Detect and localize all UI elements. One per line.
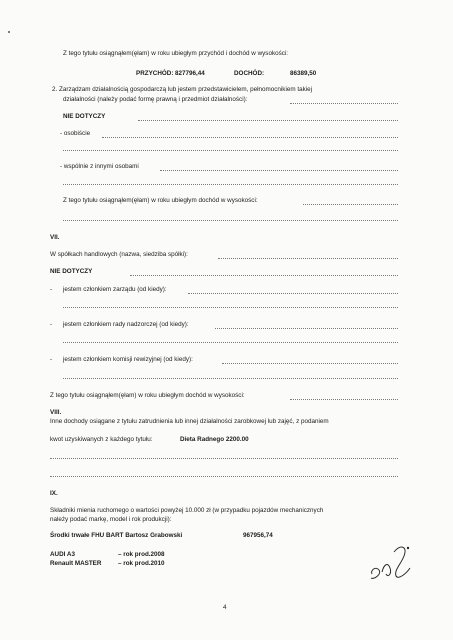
fill-line (130, 275, 398, 276)
fill-line (138, 120, 398, 121)
page-number: 4 (223, 604, 227, 611)
handwritten-signature (368, 540, 416, 586)
vii-dochod-line: Z tego tytułu osiągnąłem(ęłam) w roku ubiegłym dochód w wysokości: (50, 392, 245, 399)
ix-srodki-label: Środki trwałe FHU BART Bartosz Grabowski (50, 532, 183, 539)
ix-vehicle-year: – rok prod.2008 (118, 551, 165, 558)
fill-line (63, 307, 398, 308)
fill-line (63, 342, 398, 343)
dochod-value: 86389,50 (290, 70, 317, 77)
fill-line (63, 378, 398, 379)
vii-nie-dotyczy: NIE DOTYCZY (50, 268, 93, 275)
vii-rada: jestem członkiem rady nadzorczej (od kiedy): (63, 321, 189, 328)
fill-line (215, 328, 398, 329)
vii-intro: W spółkach handlowych (nazwa, siedziba spółki): (50, 251, 188, 258)
viii-heading: VIII. (50, 409, 62, 416)
fill-line (50, 458, 398, 459)
vi-item2-line2: działalności (należy podać formę prawną i przedmiot działalności): (63, 96, 248, 103)
fill-line (50, 476, 398, 477)
vi-intro: Z tego tytułu osiągnąłem(ęłam) w roku ubiegłym przychód i dochód w wysokości: (63, 50, 289, 57)
dochod-label: DOCHÓD: (234, 70, 265, 77)
vii-komisja: jestem członkiem komisji rewizyjnej (od kiedy): (63, 356, 193, 363)
ix-heading: IX. (50, 490, 58, 497)
fill-line (63, 220, 398, 221)
fill-line (222, 363, 398, 364)
fill-line (63, 184, 398, 185)
vi-osobiscie: - osobiście (60, 130, 91, 137)
fill-line (160, 170, 398, 171)
przychod-value: 827796,44 (175, 70, 205, 77)
ix-vehicle-year: – rok prod.2010 (118, 560, 165, 567)
viii-kwot-value: Dieta Radnego 2200.00 (180, 436, 249, 443)
scan-speck (8, 31, 10, 33)
ix-srodki-value: 967956,74 (243, 532, 273, 539)
fill-line (63, 150, 398, 151)
vii-zarzad: jestem członkiem zarządu (od kiedy): (63, 286, 167, 293)
fill-line (188, 293, 398, 294)
viii-kwot-label: kwot uzyskiwanych z każdego tytułu: (50, 436, 153, 443)
viii-line1: Inne dochody osiągane z tytułu zatrudnienia lub innej działalności zarobkowej lub zajęć, z podaniem (50, 418, 329, 425)
vii-heading: VII. (50, 234, 60, 241)
bullet: - (50, 321, 53, 328)
fill-line (290, 399, 398, 400)
ix-line2: należy podać markę, model i rok produkcji): (50, 516, 172, 523)
fill-line (290, 103, 398, 104)
ix-vehicle-name: AUDI A3 (50, 551, 75, 558)
przychod-label: PRZYCHÓD: (136, 70, 174, 77)
vi-dochod-line: Z tego tytułu osiągnąłem(ęłam) w roku ubiegłym dochód w wysokości: (63, 197, 258, 204)
bullet: - (50, 286, 53, 293)
fill-line (303, 204, 398, 205)
fill-line (102, 137, 398, 138)
vi-item2-line1: 2. Zarządzam działalnością gospodarczą lub jestem przedstawicielem, pełnomocnikiem takiej (52, 86, 313, 93)
bullet: - (50, 356, 53, 363)
vi-nie-dotyczy: NIE DOTYCZY (63, 113, 106, 120)
ix-line1: Składniki mienia ruchomego o wartości powyżej 10.000 zł (w przypadku pojazdów mechanicznych (50, 507, 324, 514)
ix-vehicle-name: Renault MASTER (50, 560, 102, 567)
vi-wspolnie: - wspólnie z innymi osobami (60, 163, 139, 170)
fill-line (218, 258, 398, 259)
